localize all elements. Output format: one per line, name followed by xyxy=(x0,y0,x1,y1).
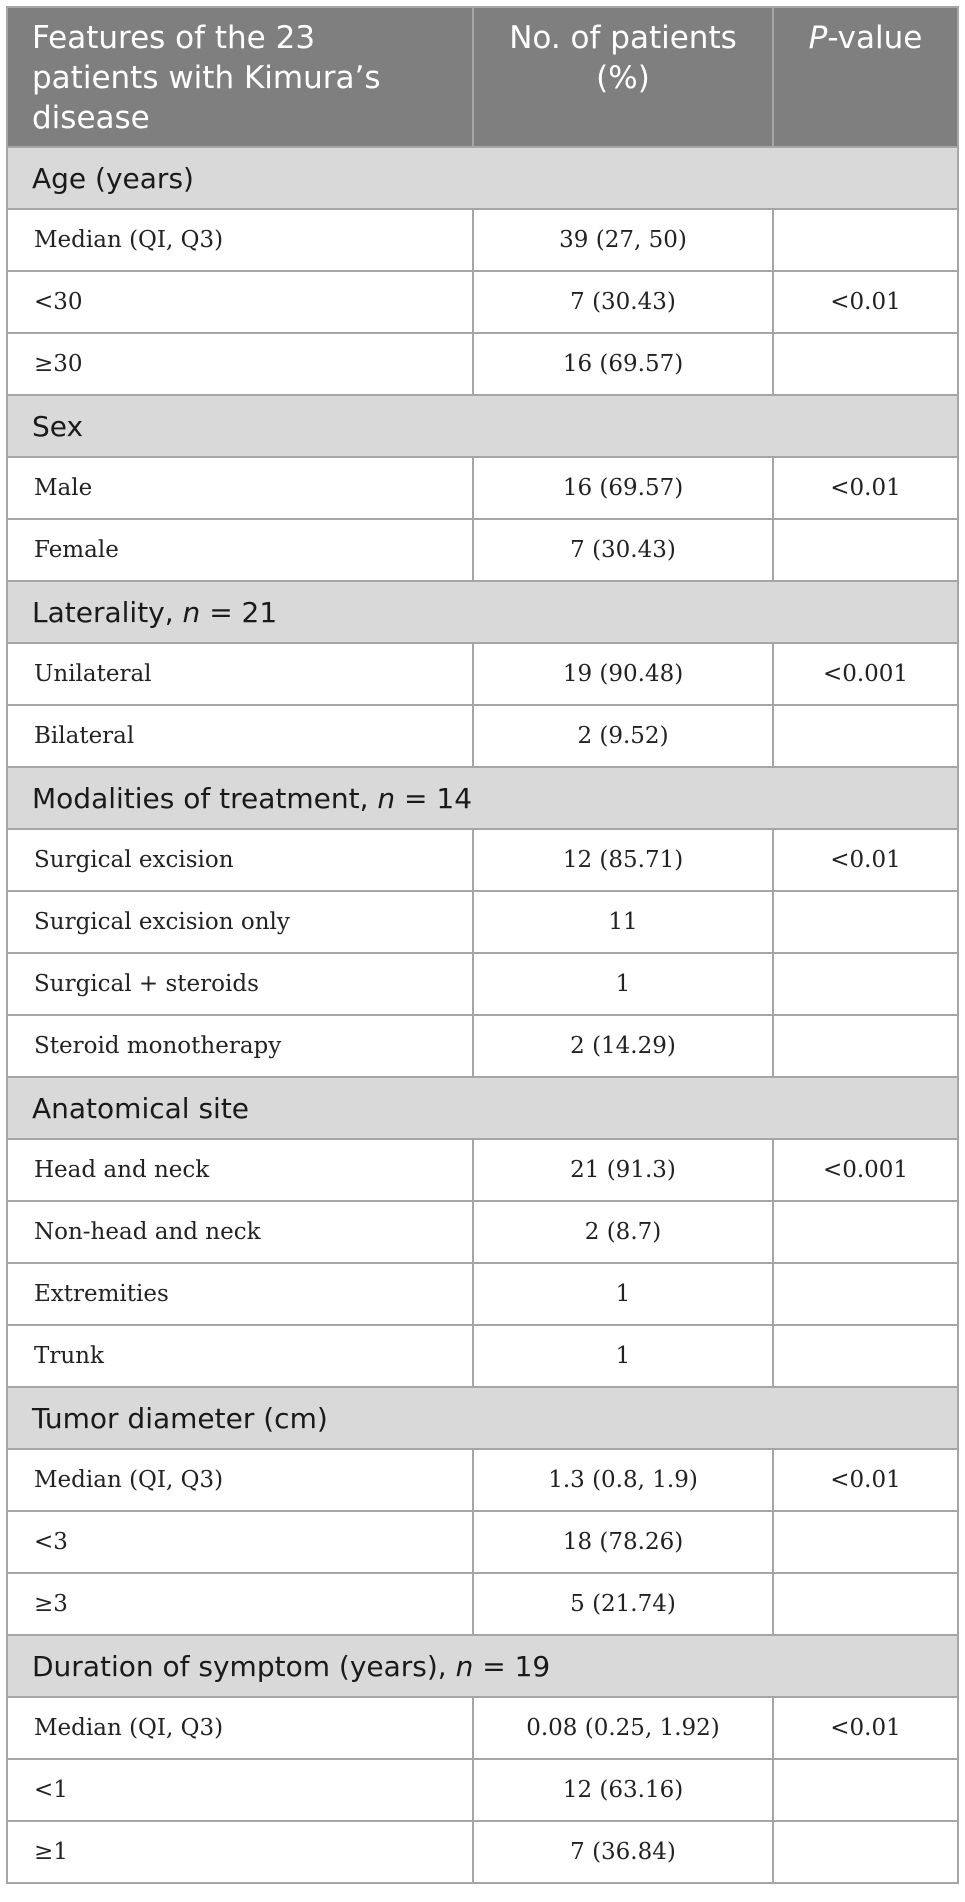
table-row xyxy=(7,1201,958,1263)
row-label: Non-head and neck xyxy=(7,1201,473,1263)
row-count: 11 xyxy=(473,891,773,953)
table-row xyxy=(7,643,958,705)
row-p-value xyxy=(773,705,958,767)
row-p-value: <0.01 xyxy=(773,829,958,891)
table-row xyxy=(7,1139,958,1201)
row-count: 7 (30.43) xyxy=(473,271,773,333)
table-row xyxy=(7,271,958,333)
table-row xyxy=(7,1697,958,1759)
row-p-value xyxy=(773,333,958,395)
header-patient-count: No. of patients (%) xyxy=(473,7,773,147)
row-p-value xyxy=(773,891,958,953)
row-p-value xyxy=(773,1821,958,1883)
row-p-value xyxy=(773,1263,958,1325)
row-label: <1 xyxy=(7,1759,473,1821)
section-title-text: Laterality, xyxy=(32,595,183,629)
section-title xyxy=(7,581,958,643)
row-count: 1 xyxy=(473,1325,773,1387)
table-row xyxy=(7,891,958,953)
table-row xyxy=(7,209,958,271)
table-row xyxy=(7,1015,958,1077)
table-row xyxy=(7,1511,958,1573)
row-p-value xyxy=(773,1325,958,1387)
row-label: Male xyxy=(7,457,473,519)
table-row xyxy=(7,519,958,581)
row-label: <30 xyxy=(7,271,473,333)
row-count: 5 (21.74) xyxy=(473,1573,773,1635)
row-label: Extremities xyxy=(7,1263,473,1325)
table-row xyxy=(7,1759,958,1821)
row-count: 19 (90.48) xyxy=(473,643,773,705)
table-body xyxy=(7,147,958,1883)
row-p-value xyxy=(773,1573,958,1635)
row-p-value xyxy=(773,1201,958,1263)
table-container xyxy=(6,6,957,1884)
section-row xyxy=(7,147,958,209)
row-count: 39 (27, 50) xyxy=(473,209,773,271)
section-title-count: = 21 xyxy=(200,595,278,629)
row-p-value: <0.001 xyxy=(773,643,958,705)
header-p-letter: P xyxy=(808,20,828,56)
section-row xyxy=(7,1635,958,1697)
row-p-value xyxy=(773,953,958,1015)
section-title-count: = 14 xyxy=(395,781,473,815)
row-count: 21 (91.3) xyxy=(473,1139,773,1201)
row-count: 12 (63.16) xyxy=(473,1759,773,1821)
table-row xyxy=(7,705,958,767)
section-row xyxy=(7,581,958,643)
section-title-n: n xyxy=(182,595,201,629)
row-label: Steroid monotherapy xyxy=(7,1015,473,1077)
row-label: Surgical + steroids xyxy=(7,953,473,1015)
row-p-value xyxy=(773,519,958,581)
section-title xyxy=(7,767,958,829)
row-label: Female xyxy=(7,519,473,581)
row-label: Surgical excision xyxy=(7,829,473,891)
row-label: Unilateral xyxy=(7,643,473,705)
row-p-value xyxy=(773,1511,958,1573)
row-count: 16 (69.57) xyxy=(473,333,773,395)
header-p-suffix: -value xyxy=(827,20,923,56)
section-row xyxy=(7,767,958,829)
row-p-value: <0.001 xyxy=(773,1139,958,1201)
table-row xyxy=(7,1573,958,1635)
section-title-text: Sex xyxy=(32,409,84,443)
row-count: 16 (69.57) xyxy=(473,457,773,519)
section-title xyxy=(7,147,958,209)
row-p-value xyxy=(773,1015,958,1077)
row-p-value: <0.01 xyxy=(773,1449,958,1511)
row-count: 1.3 (0.8, 1.9) xyxy=(473,1449,773,1511)
row-label: Bilateral xyxy=(7,705,473,767)
row-count: 2 (9.52) xyxy=(473,705,773,767)
section-title-text: Anatomical site xyxy=(32,1091,250,1125)
section-title-text: Tumor diameter (cm) xyxy=(32,1401,328,1435)
kimura-features-table xyxy=(6,6,959,1884)
section-title xyxy=(7,1387,958,1449)
section-row xyxy=(7,395,958,457)
row-count: 2 (8.7) xyxy=(473,1201,773,1263)
row-p-value xyxy=(773,1759,958,1821)
table-row xyxy=(7,953,958,1015)
section-title-count: = 19 xyxy=(473,1649,551,1683)
row-label: Median (QI, Q3) xyxy=(7,1449,473,1511)
row-p-value: <0.01 xyxy=(773,457,958,519)
row-p-value: <0.01 xyxy=(773,271,958,333)
section-title-text: Age (years) xyxy=(32,161,194,195)
section-title xyxy=(7,395,958,457)
table-row xyxy=(7,333,958,395)
row-label: Surgical excision only xyxy=(7,891,473,953)
section-row xyxy=(7,1387,958,1449)
row-count: 18 (78.26) xyxy=(473,1511,773,1573)
header-p-value xyxy=(773,7,958,147)
section-title xyxy=(7,1635,958,1697)
table-row xyxy=(7,829,958,891)
section-title-n: n xyxy=(377,781,396,815)
row-count: 7 (30.43) xyxy=(473,519,773,581)
row-label: <3 xyxy=(7,1511,473,1573)
row-label: Median (QI, Q3) xyxy=(7,209,473,271)
row-label: Head and neck xyxy=(7,1139,473,1201)
row-count: 7 (36.84) xyxy=(473,1821,773,1883)
table-row xyxy=(7,1821,958,1883)
row-count: 1 xyxy=(473,953,773,1015)
section-title-n: n xyxy=(455,1649,474,1683)
row-p-value: <0.01 xyxy=(773,1697,958,1759)
row-count: 12 (85.71) xyxy=(473,829,773,891)
section-row xyxy=(7,1077,958,1139)
row-count: 0.08 (0.25, 1.92) xyxy=(473,1697,773,1759)
section-title-text: Modalities of treatment, xyxy=(32,781,378,815)
row-label: Trunk xyxy=(7,1325,473,1387)
table-row xyxy=(7,457,958,519)
row-p-value xyxy=(773,209,958,271)
table-row xyxy=(7,1325,958,1387)
row-label: Median (QI, Q3) xyxy=(7,1697,473,1759)
row-label: ≥3 xyxy=(7,1573,473,1635)
section-title-text: Duration of symptom (years), xyxy=(32,1649,456,1683)
header-features: Features of the 23 patients with Kimura’s disease xyxy=(7,7,473,147)
row-count: 1 xyxy=(473,1263,773,1325)
row-count: 2 (14.29) xyxy=(473,1015,773,1077)
section-title xyxy=(7,1077,958,1139)
table-row xyxy=(7,1449,958,1511)
row-label: ≥30 xyxy=(7,333,473,395)
table-row xyxy=(7,1263,958,1325)
header-row xyxy=(7,7,958,147)
row-label: ≥1 xyxy=(7,1821,473,1883)
